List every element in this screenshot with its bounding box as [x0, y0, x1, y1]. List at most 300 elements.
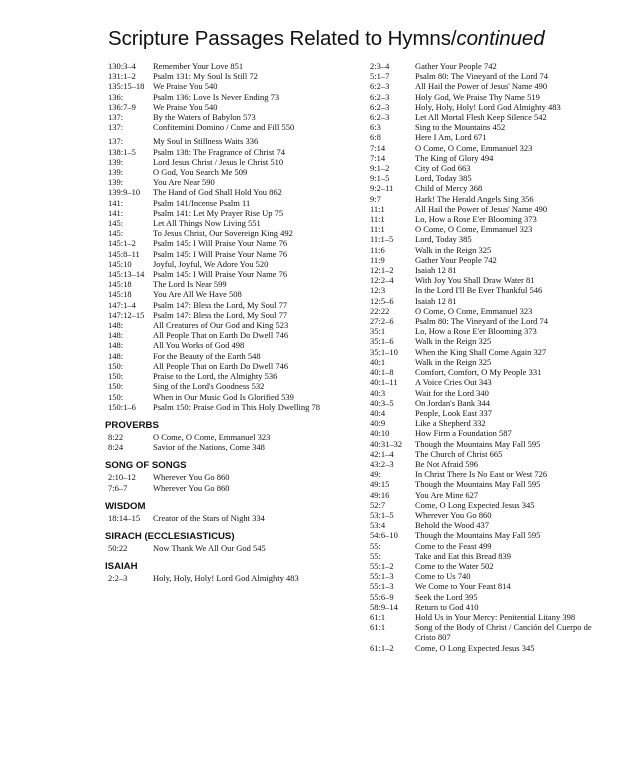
index-entry [370, 581, 598, 591]
hymn-title: Take and Eat this Bread 839 [415, 550, 511, 561]
left-column [105, 61, 338, 584]
index-entry [370, 326, 598, 336]
scripture-reference: 55:1–3 [370, 571, 394, 582]
hymn-title: Psalm 80: The Vineyard of the Lord 74 [415, 316, 549, 327]
hymn-title: Child of Mercy 368 [415, 183, 483, 194]
hymn-title: Let All Things Now Living 551 [153, 218, 261, 229]
index-entry [108, 330, 338, 340]
hymn-title: Seek the Lord 395 [415, 591, 478, 602]
hymn-title: Isaiah 12 81 [415, 265, 457, 276]
scripture-reference: 55:6–9 [370, 591, 394, 602]
index-entry [108, 112, 338, 122]
index-entry [108, 361, 338, 371]
hymn-title: Praise to the Lord, the Almighty 536 [153, 371, 278, 382]
hymn-title: Gather Your People 742 [415, 254, 497, 265]
scripture-reference: 5:1–7 [370, 71, 390, 82]
scripture-reference: 9:2–11 [370, 183, 394, 194]
scripture-reference: 40:1 [370, 356, 386, 367]
hymn-title: Psalm 145: I Will Praise Your Name 76 [153, 238, 288, 249]
section-heading: WISDOM [105, 500, 146, 512]
scripture-reference: 138:1–5 [108, 146, 136, 157]
hymn-title: Holy, Holy, Holy! Lord God Almighty 483 [415, 101, 561, 112]
index-entry [108, 472, 338, 482]
hymn-title: Though the Mountains May Fall 595 [415, 438, 541, 449]
hymn-title: Lord, Today 385 [415, 234, 472, 245]
scripture-reference: 35:1–6 [370, 336, 394, 347]
hymn-title: Psalm 150: Praise God in This Holy Dwelling 78 [153, 401, 321, 412]
hymn-title: The King of Glory 494 [415, 152, 494, 163]
index-entry [370, 194, 598, 204]
hymn-title: We Praise You 540 [153, 81, 218, 92]
scripture-reference: 145:18 [108, 289, 132, 300]
scripture-reference: 42:1–4 [370, 448, 394, 459]
hymn-title: People, Look East 337 [415, 407, 492, 418]
hymn-title: Like a Shepherd 332 [415, 418, 486, 429]
hymn-title: City of God 663 [415, 163, 471, 174]
index-entry [370, 602, 598, 612]
index-entry [108, 289, 338, 299]
hymn-title: Wherever You Go 860 [415, 509, 492, 520]
scripture-reference: 52:7 [370, 499, 386, 510]
page-title [108, 27, 545, 51]
index-entry [108, 483, 338, 493]
index-entry [108, 310, 338, 320]
hymn-title: The Lord Is Near 599 [153, 279, 227, 290]
index-entry [108, 92, 338, 102]
scripture-reference: 2:3–4 [370, 61, 390, 71]
scripture-reference: 137: [108, 136, 124, 147]
scripture-reference: 12:1–2 [370, 265, 394, 276]
scripture-reference: 145:10 [108, 258, 132, 269]
index-entry [108, 381, 338, 391]
scripture-reference: 53:4 [370, 520, 386, 531]
hymn-title: Wherever You Go 860 [153, 472, 230, 483]
index-entry [370, 490, 598, 500]
scripture-reference: 58:9–14 [370, 601, 398, 612]
hymn-title: O Come, O Come, Emmanuel 323 [415, 224, 533, 235]
scripture-reference: 11:1 [370, 203, 385, 214]
scripture-reference: 11:1–5 [370, 234, 394, 245]
scripture-reference: 148: [108, 320, 124, 331]
index-entry [108, 122, 338, 132]
hymn-title: To Jesus Christ, Our Sovereign King 492 [153, 228, 293, 239]
scripture-reference: 130:3–4 [108, 61, 136, 71]
scripture-reference: 137: [108, 112, 124, 123]
index-entry [108, 208, 338, 218]
hymn-title: All Creatures of Our God and King 523 [153, 320, 289, 331]
hymn-title: Lo, How a Rose E'er Blooming 373 [415, 214, 537, 225]
scripture-reference: 40:3–5 [370, 397, 394, 408]
index-entry [370, 367, 598, 377]
index-entry [370, 336, 598, 346]
hymn-title: All Hail the Power of Jesus' Name 490 [415, 81, 548, 92]
index-entry [370, 643, 598, 653]
index-entry [370, 173, 598, 183]
hymn-title: Walk in the Reign 325 [415, 244, 492, 255]
scripture-reference: 7:14 [370, 152, 386, 163]
index-entry [370, 459, 598, 469]
index-entry [370, 439, 598, 449]
index-entry [370, 347, 598, 357]
scripture-reference: 136:7–9 [108, 101, 136, 112]
hymn-title: Come to the Water 502 [415, 560, 494, 571]
index-entry [370, 71, 598, 81]
scripture-reference: 61:1 [370, 611, 386, 622]
hymn-title: The Hand of God Shall Hold You 862 [153, 187, 282, 198]
hymn-title: O God, You Search Me 509 [153, 167, 248, 178]
index-entry [108, 543, 338, 553]
scripture-reference: 49: [370, 469, 381, 480]
scripture-reference: 18:14–15 [108, 512, 141, 523]
hymn-title: How Firm a Foundation 587 [415, 428, 512, 439]
index-entry [370, 612, 598, 622]
hymn-title: Here I Am, Lord 671 [415, 132, 487, 143]
scripture-reference: 148: [108, 330, 124, 341]
index-entry [370, 571, 598, 581]
scripture-reference: 147:1–4 [108, 299, 136, 310]
index-entry [370, 357, 598, 367]
scripture-reference: 150:1–6 [108, 401, 136, 412]
index-entry [370, 265, 598, 275]
hymn-title: With Joy You Shall Draw Water 81 [415, 275, 535, 286]
scripture-reference: 148: [108, 340, 124, 351]
index-entry [370, 132, 598, 142]
scripture-reference: 145:13–14 [108, 269, 145, 280]
hymn-title: By the Waters of Babylon 573 [153, 112, 256, 123]
hymn-title: Isaiah 12 81 [415, 295, 457, 306]
index-entry [370, 112, 598, 122]
index-entry [108, 340, 338, 350]
hymn-title: You Are Near 590 [153, 177, 215, 188]
hymn-title: All People That on Earth Do Dwell 746 [153, 360, 289, 371]
index-entry [108, 81, 338, 91]
hymn-title: Wait for the Lord 340 [415, 387, 489, 398]
index-entry [370, 479, 598, 489]
hymn-title: Psalm 138: The Fragrance of Christ 74 [153, 146, 286, 157]
scripture-reference: 61:1 [370, 622, 386, 633]
scripture-reference: 139: [108, 167, 124, 178]
hymn-title: You Are Mine 627 [415, 489, 479, 500]
index-entry [108, 513, 338, 523]
hymn-title: Now Thank We All Our God 545 [153, 542, 266, 553]
hymn-title: Psalm 131: My Soul Is Still 72 [153, 71, 258, 82]
scripture-reference: 135:15–18 [108, 81, 145, 92]
scripture-reference: 6:2–3 [370, 101, 390, 112]
hymn-title: Holy God, We Praise Thy Name 519 [415, 91, 540, 102]
hymn-title: Come, O Long Expected Jesus 345 [415, 499, 535, 510]
scripture-reference: 7:14 [370, 142, 386, 153]
hymn-title: We Come to Your Feast 814 [415, 581, 511, 592]
index-entry [370, 224, 598, 234]
scripture-reference: 55: [370, 540, 381, 551]
scripture-reference: 12:2–4 [370, 275, 394, 286]
scripture-reference: 139: [108, 156, 124, 167]
hymn-title: Song of the Body of Christ / Canción del Cuerpo de Cristo 807 [415, 622, 592, 643]
index-entry [370, 316, 598, 326]
scripture-reference: 53:1–5 [370, 509, 394, 520]
hymn-title: Remember Your Love 851 [153, 61, 244, 71]
hymn-title: Walk in the Reign 325 [415, 356, 492, 367]
scripture-reference: 11:1 [370, 214, 385, 225]
index-entry [370, 204, 598, 214]
right-column [370, 61, 598, 653]
hymn-title: Psalm 147: Bless the Lord, My Soul 77 [153, 299, 288, 310]
hymn-title: Psalm 145: I Will Praise Your Name 76 [153, 248, 288, 259]
hymn-title: Psalm 136: Love Is Never Ending 73 [153, 91, 280, 102]
hymn-title: O Come, O Come, Emmanuel 323 [415, 142, 533, 153]
scripture-reference: 8:22 [108, 431, 124, 442]
hymn-title: When in Our Music God Is Glorified 539 [153, 391, 294, 402]
hymn-title: Lord, Today 385 [415, 173, 472, 184]
hymn-title: In Christ There Is No East or West 726 [415, 469, 548, 480]
index-entry [108, 198, 338, 208]
scripture-reference: 8:24 [108, 442, 124, 453]
index-entry [108, 71, 338, 81]
hymn-title: Creator of the Stars of Night 334 [153, 512, 265, 523]
index-entry [370, 561, 598, 571]
index-entry [370, 122, 598, 132]
index-entry [370, 143, 598, 153]
scripture-reference: 40:10 [370, 428, 390, 439]
scripture-reference: 6:2–3 [370, 112, 390, 123]
hymn-title: Sing of the Lord's Goodness 532 [153, 381, 265, 392]
hymn-title: Hark! The Herald Angels Sing 356 [415, 193, 534, 204]
scripture-reference: 2:2–3 [108, 573, 128, 584]
hymn-title: Be Not Afraid 596 [415, 458, 479, 469]
index-entry [108, 238, 338, 248]
scripture-reference: 55:1–2 [370, 560, 394, 571]
index-entry [370, 92, 598, 102]
scripture-reference: 150: [108, 381, 124, 392]
hymn-title: Behold the Wood 437 [415, 520, 490, 531]
hymn-title: Savior of the Nations, Come 348 [153, 442, 265, 453]
index-entry [108, 187, 338, 197]
index-entry [370, 296, 598, 306]
index-entry [370, 234, 598, 244]
hymn-title: Sing to the Mountains 452 [415, 122, 506, 133]
index-entry [370, 551, 598, 561]
index-entry [108, 102, 338, 112]
hymn-title: Holy, Holy, Holy! Lord God Almighty 483 [153, 573, 299, 584]
hymn-title: Lo, How a Rose E'er Blooming 373 [415, 326, 537, 337]
hymn-title: Lord Jesus Christ / Jesus le Christ 510 [153, 156, 284, 167]
index-entry [108, 300, 338, 310]
scripture-reference: 137: [108, 122, 124, 133]
index-entry [370, 61, 598, 71]
scripture-reference: 49:16 [370, 489, 390, 500]
index-entry [370, 622, 598, 642]
index-entry [370, 388, 598, 398]
index-entry [108, 432, 338, 442]
scripture-reference: 9:7 [370, 193, 381, 204]
scripture-reference: 50:22 [108, 542, 128, 553]
scripture-reference: 35:1 [370, 326, 386, 337]
index-entry [370, 377, 598, 387]
index-entry [108, 228, 338, 238]
index-entry [370, 428, 598, 438]
index-entry [108, 136, 338, 146]
scripture-reference: 141: [108, 207, 124, 218]
scripture-reference: 54:6–10 [370, 530, 398, 541]
hymn-title: Walk in the Reign 325 [415, 336, 492, 347]
scripture-reference: 150: [108, 371, 124, 382]
hymn-title: All You Works of God 498 [153, 340, 245, 351]
hymn-title: Come, O Long Expected Jesus 345 [415, 642, 535, 653]
hymn-title: The Church of Christ 665 [415, 448, 503, 459]
hymn-title: Confitemini Domino / Come and Fill 550 [153, 122, 295, 133]
section-heading: ISAIAH [105, 561, 138, 573]
scripture-reference: 2:10–12 [108, 472, 136, 483]
scripture-reference: 35:1–10 [370, 346, 398, 357]
hymn-title: We Praise You 540 [153, 101, 218, 112]
index-entry [370, 102, 598, 112]
index-entry [370, 81, 598, 91]
index-entry [108, 61, 338, 71]
scripture-reference: 145: [108, 218, 124, 229]
index-entry [370, 245, 598, 255]
index-entry [108, 269, 338, 279]
hymn-title: Return to God 410 [415, 601, 479, 612]
hymn-title: All People That on Earth Do Dwell 746 [153, 330, 289, 341]
hymn-title: Gather Your People 742 [415, 61, 497, 71]
scripture-reference: 150: [108, 360, 124, 371]
hymn-title: Comfort, Comfort, O My People 331 [415, 367, 542, 378]
hymn-title: On Jordan's Bank 344 [415, 397, 490, 408]
scripture-reference: 11:6 [370, 244, 385, 255]
index-entry [108, 351, 338, 361]
hymn-title: When the King Shall Come Again 327 [415, 346, 547, 357]
scripture-reference: 40:1–11 [370, 377, 398, 388]
index-entry [108, 392, 338, 402]
index-entry [370, 153, 598, 163]
hymn-title: Come to Us 740 [415, 571, 471, 582]
scripture-reference: 27:2–6 [370, 316, 394, 327]
page-title-main: Scripture Passages Related to Hymns/ [108, 27, 457, 50]
index-entry [108, 442, 338, 452]
scripture-reference: 40:1–8 [370, 367, 394, 378]
hymn-title: O Come, O Come, Emmanuel 323 [415, 305, 533, 316]
scripture-reference: 6:3 [370, 122, 381, 133]
scripture-reference: 22:22 [370, 305, 390, 316]
index-entry [108, 157, 338, 167]
hymn-title: Psalm 145: I Will Praise Your Name 76 [153, 269, 288, 280]
section-heading: SONG OF SONGS [105, 460, 187, 472]
index-entry [370, 469, 598, 479]
scripture-reference: 9:1–5 [370, 173, 390, 184]
index-entry [370, 275, 598, 285]
index-entry [370, 520, 598, 530]
hymn-title: You Are All We Have 508 [153, 289, 242, 300]
scripture-reference: 11:1 [370, 224, 385, 235]
hymn-title: Joyful, Joyful, We Adore You 520 [153, 258, 269, 269]
index-entry [108, 259, 338, 269]
scripture-reference: 145: [108, 228, 124, 239]
hymn-title: For the Beauty of the Earth 548 [153, 350, 261, 361]
index-entry [370, 306, 598, 316]
scripture-reference: 40:4 [370, 407, 386, 418]
hymn-title: Psalm 141/Incense Psalm 11 [153, 197, 251, 208]
hymn-title: Psalm 80: The Vineyard of the Lord 74 [415, 71, 549, 82]
scripture-reference: 150: [108, 391, 124, 402]
scripture-reference: 40:31–32 [370, 438, 403, 449]
index-entry [370, 449, 598, 459]
hymn-title: Though the Mountains May Fall 595 [415, 479, 541, 490]
scripture-reference: 145:18 [108, 279, 132, 290]
scripture-reference: 139: [108, 177, 124, 188]
scripture-reference: 136: [108, 91, 124, 102]
hymn-title: Psalm 141: Let My Prayer Rise Up 75 [153, 207, 284, 218]
scripture-reference: 131:1–2 [108, 71, 136, 82]
index-entry [108, 371, 338, 381]
index-entry [370, 500, 598, 510]
scripture-reference: 40:3 [370, 387, 386, 398]
index-entry [108, 279, 338, 289]
section-heading: PROVERBS [105, 419, 159, 431]
scripture-reference: 147:12–15 [108, 309, 145, 320]
section-heading: SIRACH (ECCLESIASTICUS) [105, 530, 235, 542]
index-entry [370, 398, 598, 408]
index-entry [370, 214, 598, 224]
hymn-title: Let All Mortal Flesh Keep Silence 542 [415, 112, 547, 123]
index-entry [370, 285, 598, 295]
index-entry [108, 320, 338, 330]
scripture-reference: 6:8 [370, 132, 381, 143]
index-entry [370, 541, 598, 551]
scripture-reference: 61:1–2 [370, 642, 394, 653]
index-entry [370, 408, 598, 418]
hymn-title: All Hail the Power of Jesus' Name 490 [415, 203, 548, 214]
index-entry [370, 255, 598, 265]
index-entry [370, 163, 598, 173]
index-entry [370, 183, 598, 193]
hymn-title: O Come, O Come, Emmanuel 323 [153, 431, 271, 442]
index-entry [370, 592, 598, 602]
hymn-title: My Soul in Stillness Waits 336 [153, 136, 259, 147]
scripture-reference: 40:9 [370, 418, 386, 429]
hymn-title: Wherever You Go 860 [153, 482, 230, 493]
hymn-title: A Voice Cries Out 343 [415, 377, 492, 388]
scripture-reference: 9:1–2 [370, 163, 390, 174]
scripture-reference: 6:2–3 [370, 81, 390, 92]
page-title-continued: continued [456, 27, 545, 50]
scripture-reference: 6:2–3 [370, 91, 390, 102]
hymn-title: Hold Us in Your Mercy: Penitential Litany 398 [415, 611, 576, 622]
scripture-reference: 12:3 [370, 285, 386, 296]
scripture-reference: 145:8–11 [108, 248, 140, 259]
index-entry [108, 177, 338, 187]
scripture-reference: 148: [108, 350, 124, 361]
index-entry [370, 418, 598, 428]
index-entry [108, 147, 338, 157]
scripture-reference: 49:15 [370, 479, 390, 490]
scripture-reference: 12:5–6 [370, 295, 394, 306]
hymn-title: Come to the Feast 499 [415, 540, 492, 551]
index-entry [370, 510, 598, 520]
scripture-reference: 55:1–3 [370, 581, 394, 592]
index-entry [108, 167, 338, 177]
index-entry [108, 249, 338, 259]
scripture-reference: 145:1–2 [108, 238, 136, 249]
index-entry [108, 218, 338, 228]
hymn-title: In the Lord I'll Be Ever Thankful 546 [415, 285, 543, 296]
scripture-reference: 55: [370, 550, 381, 561]
index-entry [108, 402, 338, 412]
index-entry [108, 573, 338, 583]
scripture-reference: 43:2–3 [370, 458, 394, 469]
scripture-reference: 11:9 [370, 254, 385, 265]
hymn-title: Though the Mountains May Fall 595 [415, 530, 541, 541]
scripture-reference: 141: [108, 197, 124, 208]
